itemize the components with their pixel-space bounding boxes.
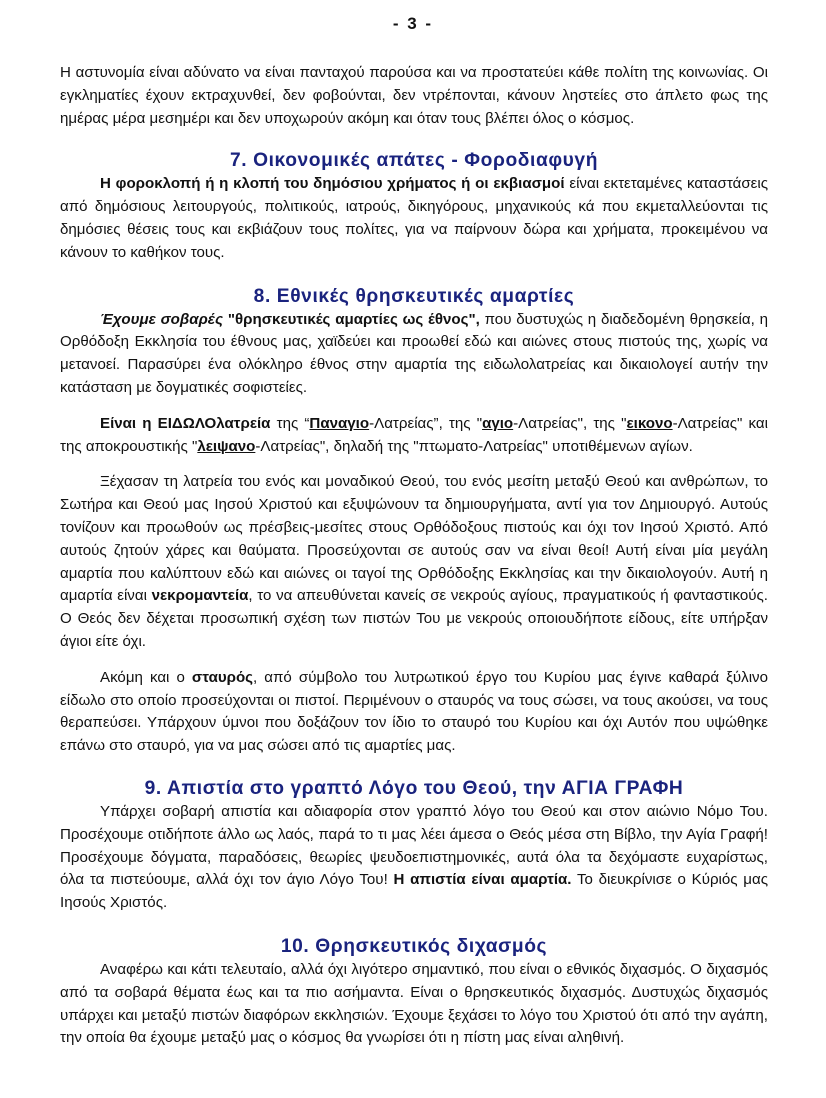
section-10-paragraph: Αναφέρω και κάτι τελευταίο, αλλά όχι λιγότερο σημαντικό, που είναι ο εθνικός διχασμός. Ο διχασμός από τα σοβαρά θέματα έως και τα πιο ασήμαντα. Είναι ο θρησκευτικός διχασμός. Δυστυχώς διχασμός υπάρχει και μεταξύ πιστών διαφόρων εκκλησιών. Έχουμε ξεχάσει το λόγο του Χριστού ότι από την αγάπη, την οποία θα έχουμε μεταξύ μας ο κόσμος θα γνωρίσει ότι η πίστη μας είναι αληθινή.	[60, 960, 768, 1047]
section-8	[60, 285, 768, 758]
section-9-paragraph	[60, 801, 768, 915]
page-number: - 3 -	[392, 14, 434, 33]
section-9-heading: 9. Απιστία στο γραπτό Λόγο του Θεού, την ΑΓΙΑ ΓΡΑΦΗ	[144, 777, 684, 799]
text-run: , το να απευθύνεται κανείς σε νεκρούς αγίους, πραγματικούς ή φανταστικούς. Ο Θεός δεν δέχεται προσωπική σχέση των πιστών Του με νεκρούς οποιουδήποτε είδους, είτε υπήρξαν άγιοι είτε όχι.	[60, 587, 768, 650]
section-8-paragraph-2	[60, 413, 768, 459]
intro-paragraph: Η αστυνομία είναι αδύνατο να είναι πανταχού παρούσα και να προστατεύει κάθε πολίτη της κοινωνίας. Οι εγκληματίες έχουν εκτραχυνθεί, δεν φοβούνται, δεν ντρέπονται, κάνουν ληστείες στο άπλετο φως της ημέρας μέρα μεσημέρι και δεν υποχωρούν ακόμη και όταν τους βλέπει όλος ο κόσμος.	[60, 64, 768, 127]
text-run: που δυστυχώς η διαδεδομένη θρησκεία, η Ορθόδοξη Εκκλησία του έθνους μας, χαϊδεύει και προωθεί εδώ και αιώνες στους πιστούς της, χωρίς να μετανοεί. Παρασύρει ένα ολόκληρο έθνος στην αμαρτία της ειδωλολατρείας και δικαιολογεί αυτήν την κατάσταση με δογματικές σοφιστείες.	[60, 310, 768, 396]
section-10	[60, 935, 768, 1050]
underlined-term: αγιο	[482, 414, 514, 432]
text-run: είναι εκτεταμένες καταστάσεις από δημόσιους λειτουργούς, πολιτικούς, ιατρούς, δικηγόρους, μηχανικούς κά που εκμεταλλεύονται τις δημόσιες θέσεις τους και εκβιάζουν τους πολίτες, για να παίρνουν δώρα και χρήματα, προκειμένου να κάνουν το καθήκον τους.	[60, 175, 768, 261]
bold-italic-phrase: Έχουμε σοβαρές	[100, 310, 224, 328]
text-run: Ξέχασαν τη λατρεία του ενός και μοναδικού Θεού, του ενός μεσίτη μεταξύ Θεού και ανθρώπων, το Σωτήρα και Θεού μας Ιησού Χριστού και εξυψώνουν τα δημιουργήματα, αντί για τον Δημιουργό. Αυτούς τονίζουν και προωθούν ως πρέσβεις-μεσίτες στους Ορθόδοξους πιστούς και όχι τον Ιησού Χριστό. Από αυτούς ζητούν χάρες και θαύματα. Προσεύχονται σε αυτούς σαν να είναι θεοί! Αυτή είναι μία μεγάλη αμαρτία που καλύπτουν εδώ και αιώνες οι ταγοί της Ορθόδοξης Εκκλησίας και την δικαιολογούν. Αυτή η αμαρτία είναι	[60, 473, 768, 605]
text-run: της “	[270, 414, 310, 432]
text-run: , από σύμβολο του λυτρωτικού έργο του Κυρίου μας έγινε καθαρά ξύλινο είδωλο στο οποίο προσεύχονται οι πιστοί. Περιμένουν ο σταυρός να τους σώσει, να τους ακούσει, να τους θεραπεύσει. Υπάρχουν ύμνοι που δοξάζουν τον ίδιο το σταυρό του Κυρίου και όχι Αυτόν που υψώθηκε επάνω στο σταυρό, για να μας σώσει από τις αμαρτίες μας.	[60, 668, 768, 755]
text-run: Υπάρχει σοβαρή απιστία και αδιαφορία στον γραπτό λόγο του Θεού και στον αιώνιο Νόμο Του. Προσέχουμε οτιδήποτε άλλο ως λαός, παρά το τι μας λέει άμεσα ο Θεός μέσα στη Βίβλο, την Αγία Γραφή! Προσέχουμε δόγματα, παραδόσεις, θεωρίες ψευδοεπιστημονικές, αυτά όλα τα δεχόμαστε ευχαρίστως, όλα τα πιστεύουμε, αλλά όχι τον άγιο Λόγο Του!	[60, 802, 768, 889]
text-run: Ακόμη και ο	[100, 668, 192, 686]
section-9	[60, 777, 768, 915]
section-8-heading: 8. Εθνικές θρησκευτικές αμαρτίες	[253, 285, 575, 307]
bold-phrase: σταυρός	[191, 668, 254, 686]
text-run: -Λατρείας" και της αποκρουστικής "	[60, 414, 768, 455]
bold-phrase: Η απιστία είναι αμαρτία.	[393, 871, 572, 889]
underlined-term: εικονο	[626, 414, 673, 432]
text-run: -Λατρείας", δηλαδή της "πτωματο-Λατρείας" υποτιθέμενων αγίων.	[255, 437, 693, 455]
text-run: Το διευκρίνισε ο Κύριός μας Ιησούς Χριστός.	[60, 871, 768, 912]
section-7-heading: 7. Οικονομικές απάτες - Φοροδιαφυγή	[229, 150, 599, 172]
section-8-paragraph-4	[60, 667, 768, 758]
page-content	[60, 62, 768, 1050]
underlined-term: Παναγιο	[309, 414, 370, 432]
bold-phrase: "θρησκευτικές αμαρτίες ως έθνος",	[223, 310, 480, 328]
bold-phrase: νεκρομαντεία	[151, 587, 249, 605]
section-7	[60, 149, 768, 264]
text-run: -Λατρείας”, της "	[369, 414, 483, 432]
section-10-heading: 10. Θρησκευτικός διχασμός	[280, 935, 548, 957]
section-7-paragraph	[60, 173, 768, 264]
bold-phrase: Η φοροκλοπή ή η κλοπή του δημόσιου χρήματος ή οι εκβιασμοί	[100, 175, 565, 193]
section-8-paragraph-1	[60, 309, 768, 400]
underlined-term: λειψανο	[197, 437, 256, 455]
text-run: -Λατρείας", της "	[513, 414, 627, 432]
section-8-paragraph-3	[60, 471, 768, 653]
bold-phrase: Είναι η ΕΙΔΩΛΟλατρεία	[100, 414, 271, 432]
